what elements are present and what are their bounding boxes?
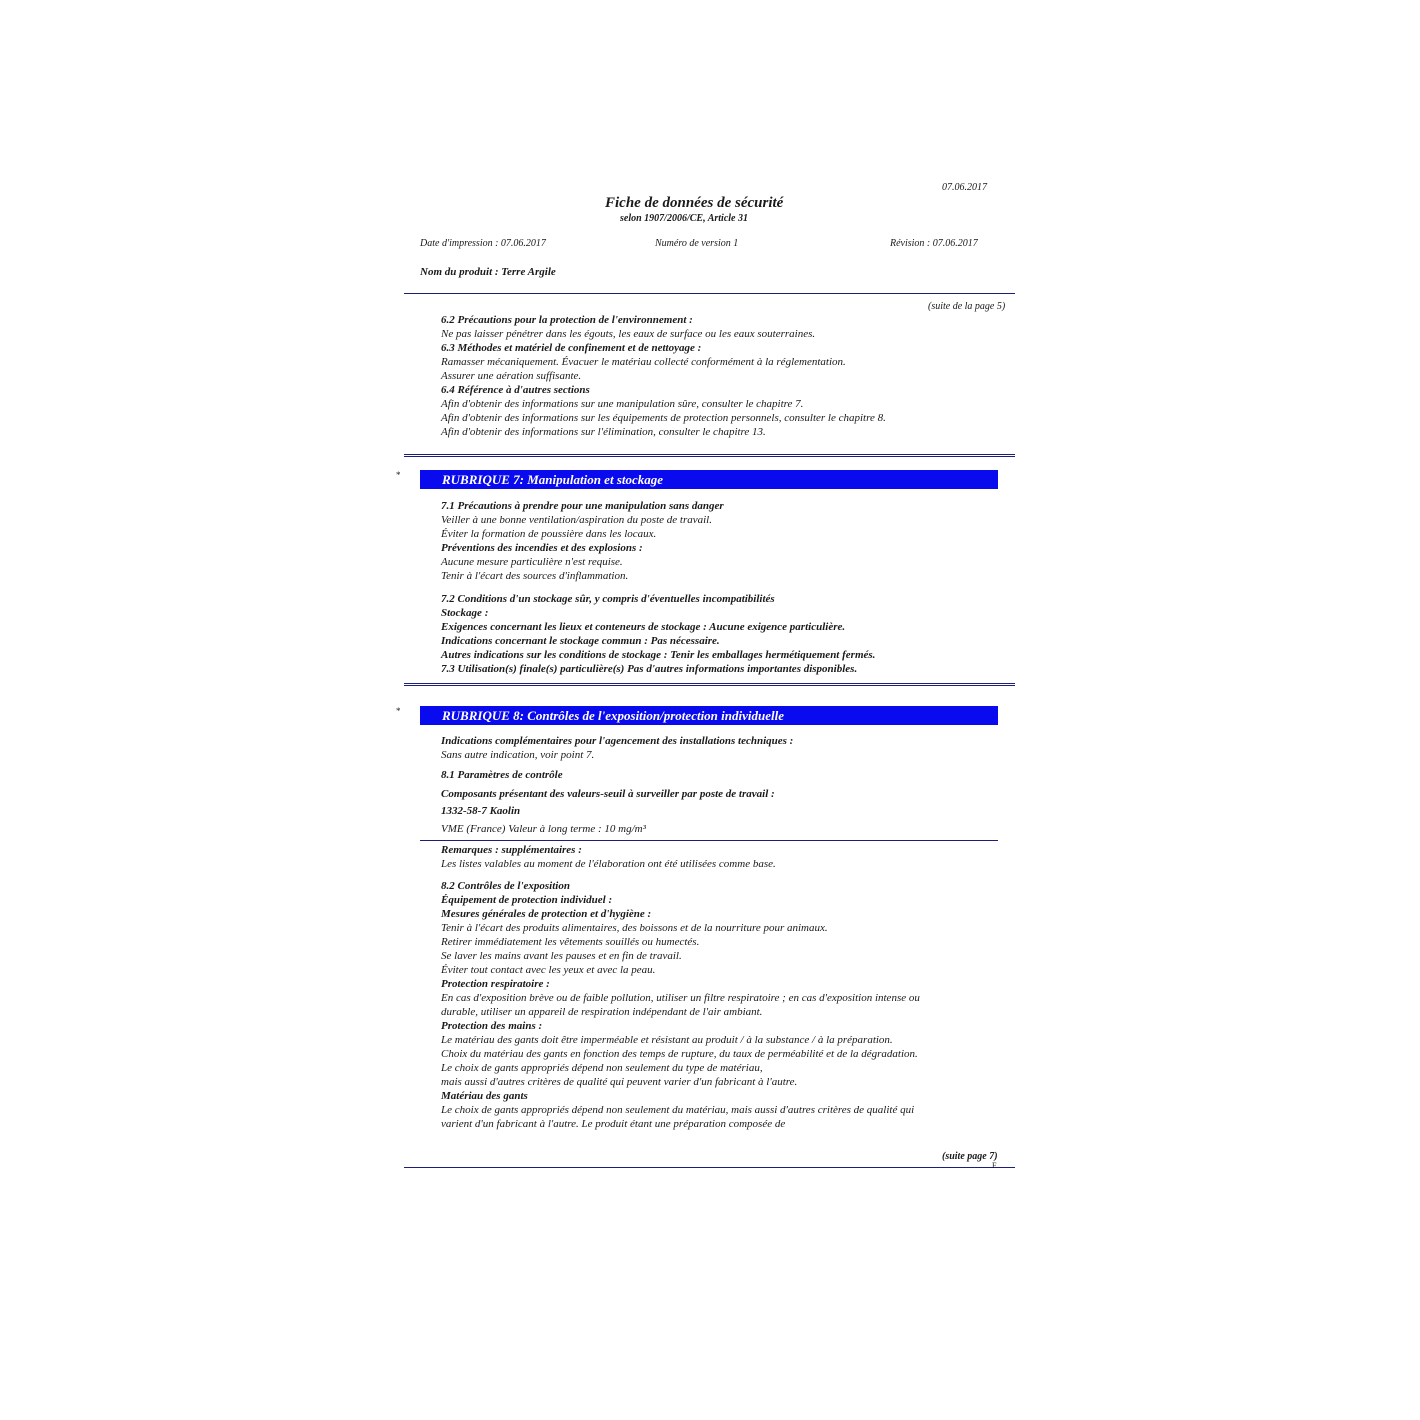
s7a-line: Éviter la formation de poussière dans les locaux. [441, 528, 657, 540]
section6-body [441, 313, 886, 439]
page-title: Fiche de données de sécurité [605, 195, 784, 211]
section7-change-marker: * [396, 470, 401, 480]
s8c-line: En cas d'exposition brève ou de faible pollution, utiliser un filtre respiratoire ; en cas d'exposition intense ou [441, 992, 920, 1004]
page-continuation: (suite de la page 5) [928, 301, 1006, 312]
s8c-line: Tenir à l'écart des produits alimentaires, des boissons et de la nourriture pour animaux. [441, 922, 828, 934]
table-divider [420, 840, 998, 841]
section7-divider [404, 683, 1015, 686]
header-divider [404, 293, 1015, 294]
limit-value-line: VME (France) Valeur à long terme : 10 mg/m³ [441, 823, 646, 835]
product-name: Nom du produit : Terre Argile [420, 266, 556, 278]
s7a-line: Préventions des incendies et des explosions : [441, 542, 643, 554]
s7a-line: Tenir à l'écart des sources d'inflammation. [441, 570, 629, 582]
s8c-line: Le matériau des gants doit être imperméable et résistant au produit / à la substance / à la préparation. [441, 1034, 893, 1046]
s8c-line: Matériau des gants [441, 1090, 528, 1102]
s7a-line: Aucune mesure particulière n'est requise. [441, 556, 623, 568]
cas-line: 1332-58-7 Kaolin [441, 805, 521, 817]
s8c-line: mais aussi d'autres critères de qualité qui peuvent varier d'un fabricant à l'autre. [441, 1076, 798, 1088]
s8a-line: Sans autre indication, voir point 7. [441, 749, 595, 761]
s8c-line: Protection des mains : [441, 1020, 543, 1032]
s6-line: 6.3 Méthodes et matériel de confinement et de nettoyage : [441, 342, 702, 354]
s7b-line: Indications concernant le stockage commun : Pas nécessaire. [441, 635, 720, 647]
s6-line: 6.2 Précautions pour la protection de l'environnement : [441, 314, 693, 326]
section8-change-marker: * [396, 706, 401, 716]
print-date: Date d'impression : 07.06.2017 [420, 238, 546, 249]
page-subtitle: selon 1907/2006/CE, Article 31 [620, 213, 748, 224]
s8c-line: Choix du matériau des gants en fonction des temps de rupture, du taux de perméabilité et de la dégradation. [441, 1048, 918, 1060]
s6-line: Afin d'obtenir des informations sur une manipulation sûre, consulter le chapitre 7. [441, 398, 804, 410]
s8c-line: Le choix de gants appropriés dépend non seulement du type de matériau, [441, 1062, 763, 1074]
revision-date: Révision : 07.06.2017 [890, 238, 978, 249]
s8c-line: Protection respiratoire : [441, 978, 550, 990]
footer-divider [404, 1167, 1015, 1168]
version-number: Numéro de version 1 [655, 238, 739, 249]
s8c-line: durable, utiliser un appareil de respiration indépendant de l'air ambiant. [441, 1006, 763, 1018]
s8c-line: Le choix de gants appropriés dépend non seulement du matériau, mais aussi d'autres critères de qualité qui [441, 1104, 915, 1116]
s6-line: Ne pas laisser pénétrer dans les égouts, les eaux de surface ou les eaux souterraines. [441, 328, 816, 340]
param-heading: 8.1 Paramètres de contrôle [441, 769, 563, 781]
s8c-line: Mesures générales de protection et d'hygiène : [441, 908, 652, 920]
s8b-line: Les listes valables au moment de l'élaboration ont été utilisées comme base. [441, 858, 776, 870]
section7-body-b [441, 592, 875, 676]
page-marker: F [992, 1161, 997, 1170]
s7b-line: Exigences concernant les lieux et conteneurs de stockage : Aucune exigence particulière. [441, 621, 846, 633]
s8c-line: Éviter tout contact avec les yeux et avec la peau. [441, 964, 656, 976]
section7-banner: RUBRIQUE 7: Manipulation et stockage [420, 470, 998, 489]
s6-line: Assurer une aération suffisante. [441, 370, 582, 382]
s6-line: Afin d'obtenir des informations sur l'élimination, consulter le chapitre 13. [441, 426, 766, 438]
section6-divider [404, 454, 1015, 457]
s8c-line: Équipement de protection individuel : [441, 894, 613, 906]
page-next: (suite page 7) [942, 1151, 998, 1162]
s7b-line: 7.2 Conditions d'un stockage sûr, y compris d'éventuelles incompatibilités [441, 593, 775, 605]
s8b-line: Remarques : supplémentaires : [441, 844, 582, 856]
section8-body-a [441, 734, 793, 762]
s6-line: 6.4 Référence à d'autres sections [441, 384, 590, 396]
s8c-line: varient d'un fabricant à l'autre. Le produit étant une préparation composée de [441, 1118, 786, 1130]
section8-body-b [441, 843, 776, 871]
s6-line: Afin d'obtenir des informations sur les équipements de protection personnels, consulter le chapitre 8. [441, 412, 886, 424]
components-line: Composants présentant des valeurs-seuil à surveiller par poste de travail : [441, 788, 775, 800]
s8a-line: Indications complémentaires pour l'agencement des installations techniques : [441, 735, 794, 747]
s7b-line: Autres indications sur les conditions de stockage : Tenir les emballages hermétiquement fermés. [441, 649, 876, 661]
section7-body-a [441, 499, 724, 583]
section8-banner: RUBRIQUE 8: Contrôles de l'exposition/protection individuelle [420, 706, 998, 725]
s7a-line: Veiller à une bonne ventilation/aspiration du poste de travail. [441, 514, 712, 526]
header-date: 07.06.2017 [942, 182, 987, 193]
s7b-line: Stockage : [441, 607, 489, 619]
s7b-line: 7.3 Utilisation(s) finale(s) particulière(s) Pas d'autres informations importantes disponibles. [441, 663, 858, 675]
section8-body-c [441, 879, 920, 1131]
s6-line: Ramasser mécaniquement. Évacuer le matériau collecté conformément à la réglementation. [441, 356, 846, 368]
s8c-line: Retirer immédiatement les vêtements souillés ou humectés. [441, 936, 700, 948]
s7a-line: 7.1 Précautions à prendre pour une manipulation sans danger [441, 500, 724, 512]
s8c-line: Se laver les mains avant les pauses et en fin de travail. [441, 950, 682, 962]
s8c-line: 8.2 Contrôles de l'exposition [441, 880, 570, 892]
